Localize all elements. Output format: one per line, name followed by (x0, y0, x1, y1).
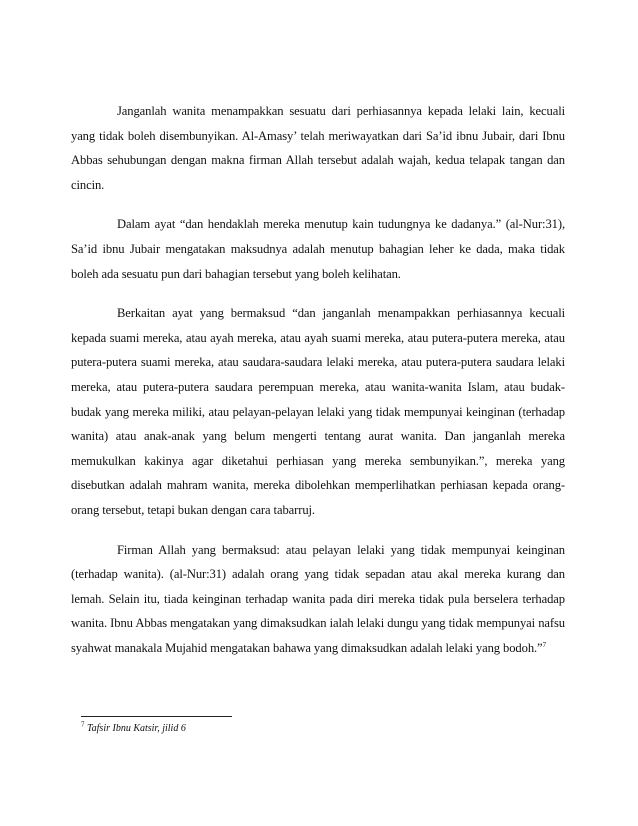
paragraph-2-text: Dalam ayat “dan hendaklah mereka menutup kain tudungnya ke dadanya.” (al-Nur:31), Sa’id ibnu Jubair mengatakan maksudnya adalah menutup bahagian leher ke dada, maka tidak boleh ada sesuatu pun dari bahagian tersebut yang boleh kelihatan. (71, 217, 565, 281)
paragraph-1 (71, 99, 565, 197)
footnote-text: Tafsir Ibnu Katsir, jilid 6 (87, 723, 186, 734)
body-text (71, 99, 565, 675)
paragraph-2 (71, 212, 565, 286)
footnote-number: 7 (81, 720, 85, 729)
footnote-divider (81, 716, 232, 717)
paragraph-1-text: Janganlah wanita menampakkan sesuatu dari perhiasannya kepada lelaki lain, kecuali yang tidak boleh disembunyikan. Al-Amasy’ telah meriwayatkan dari Sa’id ibnu Jubair, dari Ibnu Abbas sehubungan dengan makna firman Allah tersebut adalah wajah, kedua telapak tangan dan cincin. (71, 104, 565, 192)
footnote (81, 720, 186, 734)
paragraph-3-text: Berkaitan ayat yang bermaksud “dan janganlah menampakkan perhiasannya kecuali kepada suami mereka, atau ayah mereka, atau ayah suami mereka, atau putera-putera mereka, atau putera-putera suami mereka, atau saudara-saudara lelaki mereka, atau putera-putera saudara lelaki mereka, atau putera-putera saudara perempuan mereka, atau wanita-wanita Islam, atau budak-budak yang mereka miliki, atau pelayan-pelayan lelaki yang tidak mempunyai keinginan (terhadap wanita) atau anak-anak yang belum mengerti tentang aurat wanita. Dan janganlah mereka memukulkan kakinya agar diketahui perhiasan yang mereka sembunyikan.”, mereka yang disebutkan adalah mahram wanita, mereka dibolehkan memperlihatkan perhiasan kepada orang-orang tersebut, tetapi bukan dengan cara tabarruj. (71, 306, 565, 517)
footnote-reference[interactable]: 7 (542, 640, 546, 649)
paragraph-4-text: Firman Allah yang bermaksud: atau pelayan lelaki yang tidak mempunyai keinginan (terhadap wanita). (al-Nur:31) adalah orang yang tidak sepadan atau akal mereka kurang dan lemah. Selain itu, tiada keinginan terhadap wanita pada diri mereka tidak pula berselera terhadap wanita. Ibnu Abbas mengatakan yang dimaksudkan ialah lelaki dungu yang tidak mempunyai nafsu syahwat manakala Mujahid mengatakan bahawa yang dimaksudkan adalah lelaki yang bodoh.” (71, 542, 565, 655)
paragraph-4 (71, 538, 565, 661)
paragraph-3 (71, 301, 565, 522)
